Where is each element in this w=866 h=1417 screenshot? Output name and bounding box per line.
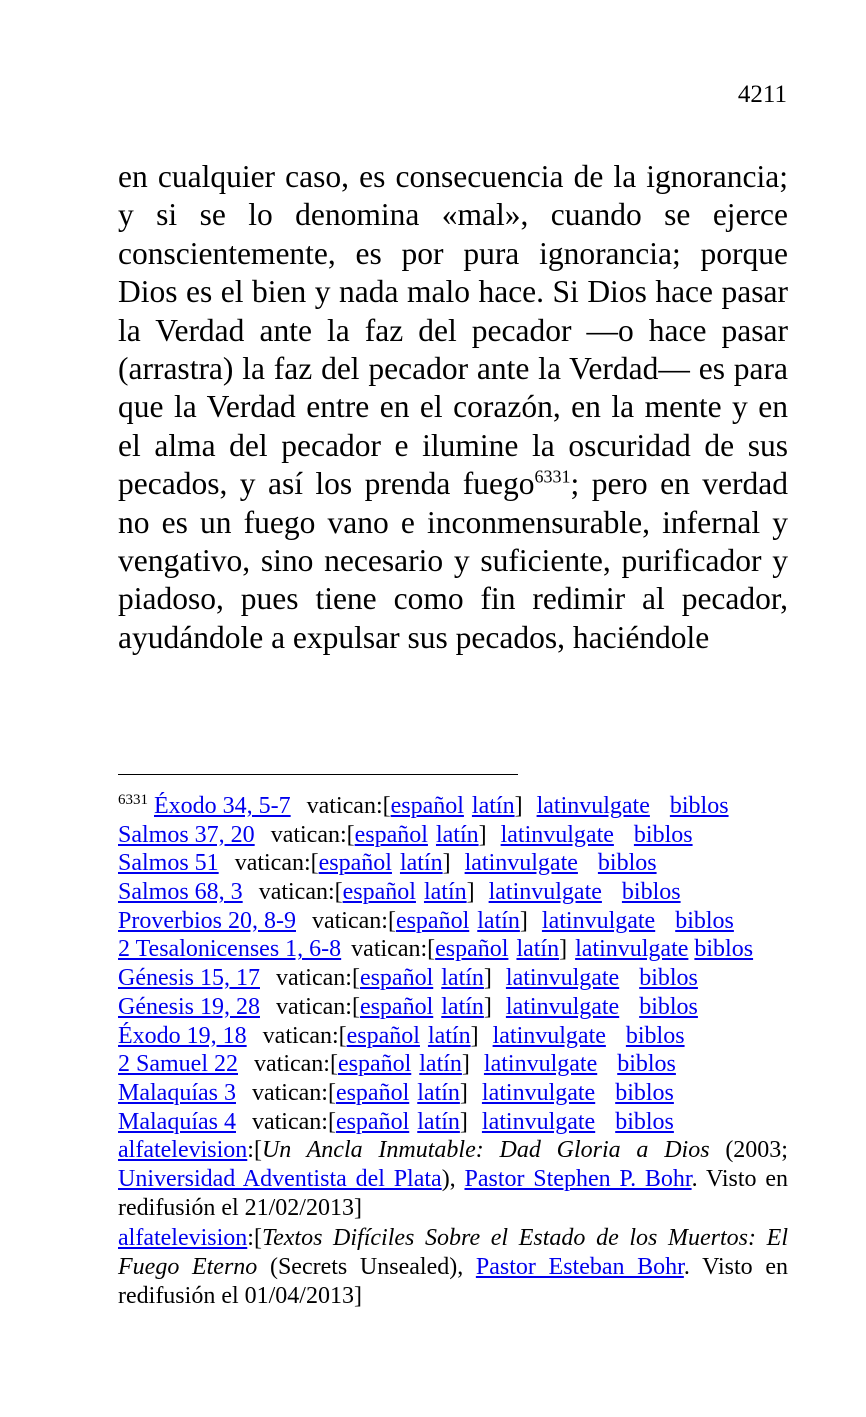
- latin-link[interactable]: latín: [516, 936, 560, 963]
- espanol-link[interactable]: español: [318, 850, 392, 877]
- footnote-reference-row: [118, 1079, 788, 1108]
- footnote-marker[interactable]: 6331: [534, 466, 571, 487]
- latin-link[interactable]: latín: [441, 993, 484, 1020]
- program-title: Textos Difíciles Sobre el Estado de los Muertos: El Fuego Eterno: [118, 1225, 788, 1281]
- bracket-close: ]: [442, 850, 451, 877]
- vatican-label: vatican:[: [311, 907, 396, 934]
- body-text-end: ; pero en verdad no es un fuego vano e inconmensurable, infernal y vengativo, sino necesario y suficiente, purificador y piadoso, pues tiene como fin redimir al pecador, ayudándole a expulsar sus pecados, haciéndole: [118, 466, 788, 655]
- latin-link[interactable]: latín: [417, 1108, 460, 1135]
- bracket-close: ]: [478, 821, 487, 848]
- vatican-label: vatican:[: [251, 1079, 336, 1106]
- bible-reference-link[interactable]: Malaquías 3: [118, 1079, 236, 1106]
- latin-link[interactable]: latín: [441, 965, 484, 992]
- vatican-label: vatican:[: [254, 1051, 338, 1078]
- biblos-link[interactable]: biblos: [597, 850, 657, 877]
- body-paragraph: [118, 158, 788, 657]
- bracket-close: ]: [519, 907, 528, 934]
- note-tail: . Visto en redifusión el 01/04/2013]: [118, 1254, 788, 1309]
- espanol-link[interactable]: español: [342, 879, 416, 906]
- footnote-reference-row: [118, 907, 788, 936]
- latin-link[interactable]: latín: [419, 1051, 462, 1078]
- bible-reference-link[interactable]: Éxodo 34, 5-7: [154, 793, 291, 819]
- body-text-start: en cualquier caso, es consecuencia de la ignorancia; y si se lo denomina «mal», cuando se ejerce conscientemente, es por pura ignorancia; porque Dios es el bien y nada malo hace. Si Dios hace pasar la Verdad ante la faz del pecador —o hace pasar (arrastra) la faz del pecador ante la Verdad— es para que la Verdad entre en el corazón, en la mente y en el alma del pecador e ilumine la oscuridad de sus pecados, y así los prenda fuego: [118, 159, 788, 502]
- latinvulgate-link[interactable]: latinvulgate: [464, 850, 578, 877]
- vatican-label: vatican:[: [234, 850, 319, 877]
- footnote-reference-row: [118, 849, 788, 878]
- source-link[interactable]: alfatelevision: [118, 1225, 248, 1252]
- biblos-link[interactable]: biblos: [625, 1022, 685, 1049]
- bible-reference-link[interactable]: Salmos 68, 3: [118, 879, 243, 906]
- bible-reference-link[interactable]: 2 Tesalonicenses 1, 6-8: [118, 936, 342, 963]
- footnote-reference-row: [118, 878, 788, 907]
- latinvulgate-link[interactable]: latinvulgate: [488, 879, 602, 906]
- bracket-close: ]: [470, 1022, 479, 1049]
- bracket-close: ]: [461, 1051, 470, 1078]
- bible-reference-link[interactable]: Génesis 15, 17: [118, 965, 260, 992]
- bible-reference-link[interactable]: Proverbios 20, 8-9: [118, 907, 296, 934]
- espanol-link[interactable]: español: [335, 1108, 410, 1135]
- espanol-link[interactable]: español: [390, 793, 464, 819]
- espanol-link[interactable]: español: [337, 1051, 412, 1078]
- biblos-link[interactable]: biblos: [615, 1079, 674, 1106]
- bracket-open: :[: [247, 1225, 262, 1252]
- page-number: 4211: [737, 81, 787, 108]
- speaker-link[interactable]: Pastor Esteban Bohr: [475, 1254, 684, 1281]
- bracket-close: ]: [483, 965, 492, 992]
- latinvulgate-link[interactable]: latinvulgate: [541, 907, 656, 934]
- latin-link[interactable]: latín: [427, 1022, 471, 1049]
- footnote-number: 6331: [118, 792, 148, 808]
- vatican-label: vatican:[: [275, 965, 360, 992]
- note-tail: . Visto en redifusión el 21/02/2013]: [118, 1165, 788, 1221]
- vatican-label: vatican:[: [351, 936, 436, 963]
- latinvulgate-link[interactable]: latinvulgate: [505, 993, 620, 1020]
- bracket-close: ]: [559, 936, 568, 963]
- latinvulgate-link[interactable]: latinvulgate: [492, 1022, 606, 1049]
- espanol-link[interactable]: español: [359, 993, 434, 1020]
- biblos-link[interactable]: biblos: [633, 821, 693, 848]
- footnote-reference-row: [118, 964, 788, 993]
- biblos-link[interactable]: biblos: [675, 907, 734, 934]
- latinvulgate-link[interactable]: latinvulgate: [481, 1079, 596, 1106]
- footnote-reference-row: [118, 1050, 788, 1079]
- bible-reference-link[interactable]: 2 Samuel 22: [118, 1051, 238, 1078]
- footnote-reference-list: [118, 792, 788, 1136]
- biblos-link[interactable]: biblos: [669, 793, 729, 819]
- latinvulgate-link[interactable]: latinvulgate: [575, 936, 689, 963]
- bible-reference-link[interactable]: Génesis 19, 28: [118, 993, 260, 1020]
- source-link[interactable]: alfatelevision: [118, 1137, 248, 1164]
- footnote-reference-row: [118, 935, 788, 964]
- latinvulgate-link[interactable]: latinvulgate: [500, 821, 614, 848]
- bracket-open: :[: [247, 1137, 262, 1164]
- bible-reference-link[interactable]: Malaquías 4: [118, 1108, 236, 1135]
- latinvulgate-link[interactable]: latinvulgate: [536, 793, 650, 819]
- latinvulgate-link[interactable]: latinvulgate: [505, 965, 620, 992]
- latin-link[interactable]: latín: [417, 1079, 460, 1106]
- biblos-link[interactable]: biblos: [617, 1051, 676, 1078]
- espanol-link[interactable]: español: [359, 965, 434, 992]
- biblos-link[interactable]: biblos: [639, 993, 698, 1020]
- bracket-close: ]: [466, 879, 475, 906]
- biblos-link[interactable]: biblos: [615, 1108, 674, 1135]
- vatican-label: vatican:[: [258, 879, 343, 906]
- espanol-link[interactable]: español: [354, 821, 428, 848]
- bible-reference-link[interactable]: Salmos 37, 20: [118, 821, 255, 848]
- biblos-link[interactable]: biblos: [694, 936, 754, 963]
- latin-link[interactable]: latín: [423, 879, 467, 906]
- biblos-link[interactable]: biblos: [621, 879, 681, 906]
- footnote-reference-row: [118, 792, 788, 821]
- paren-open: (2003;: [709, 1137, 788, 1164]
- program-title: Un Ancla Inmutable: Dad Gloria a Dios: [261, 1137, 710, 1164]
- latin-link[interactable]: latín: [435, 821, 479, 848]
- bible-reference-link[interactable]: Éxodo 19, 18: [118, 1022, 247, 1049]
- latinvulgate-link[interactable]: latinvulgate: [481, 1108, 596, 1135]
- paren-open: (Secrets Unsealed),: [257, 1254, 476, 1281]
- latinvulgate-link[interactable]: latinvulgate: [483, 1051, 598, 1078]
- organization-link[interactable]: Universidad Adventista del Plata: [118, 1165, 442, 1192]
- speaker-link[interactable]: Pastor Stephen P. Bohr: [464, 1165, 692, 1192]
- footnotes: [118, 792, 788, 1310]
- footnote-reference-row: [118, 821, 788, 850]
- bracket-close: ]: [514, 793, 523, 819]
- latin-link[interactable]: latín: [399, 850, 443, 877]
- espanol-link[interactable]: español: [346, 1022, 420, 1049]
- vatican-label: vatican:[: [275, 993, 360, 1020]
- vatican-label: vatican:[: [306, 793, 391, 819]
- bracket-close: ]: [459, 1079, 468, 1106]
- biblos-link[interactable]: biblos: [639, 965, 698, 992]
- footnote-reference-row: [118, 1022, 788, 1051]
- bracket-close: ]: [483, 993, 492, 1020]
- vatican-label: vatican:[: [270, 821, 355, 848]
- paren-close: ),: [441, 1165, 465, 1192]
- espanol-link[interactable]: español: [335, 1079, 410, 1106]
- latin-link[interactable]: latín: [477, 907, 520, 934]
- vatican-label: vatican:[: [262, 1022, 347, 1049]
- espanol-link[interactable]: español: [395, 907, 470, 934]
- footnote-reference-row: [118, 1108, 788, 1137]
- footnote-reference-row: [118, 993, 788, 1022]
- footnote-note: [118, 1224, 788, 1310]
- footnote-divider: [118, 774, 518, 775]
- bible-reference-link[interactable]: Salmos 51: [118, 850, 219, 877]
- latin-link[interactable]: latín: [471, 793, 515, 819]
- espanol-link[interactable]: español: [435, 936, 509, 963]
- footnote-note: [118, 1136, 788, 1222]
- vatican-label: vatican:[: [251, 1108, 336, 1135]
- bracket-close: ]: [459, 1108, 468, 1135]
